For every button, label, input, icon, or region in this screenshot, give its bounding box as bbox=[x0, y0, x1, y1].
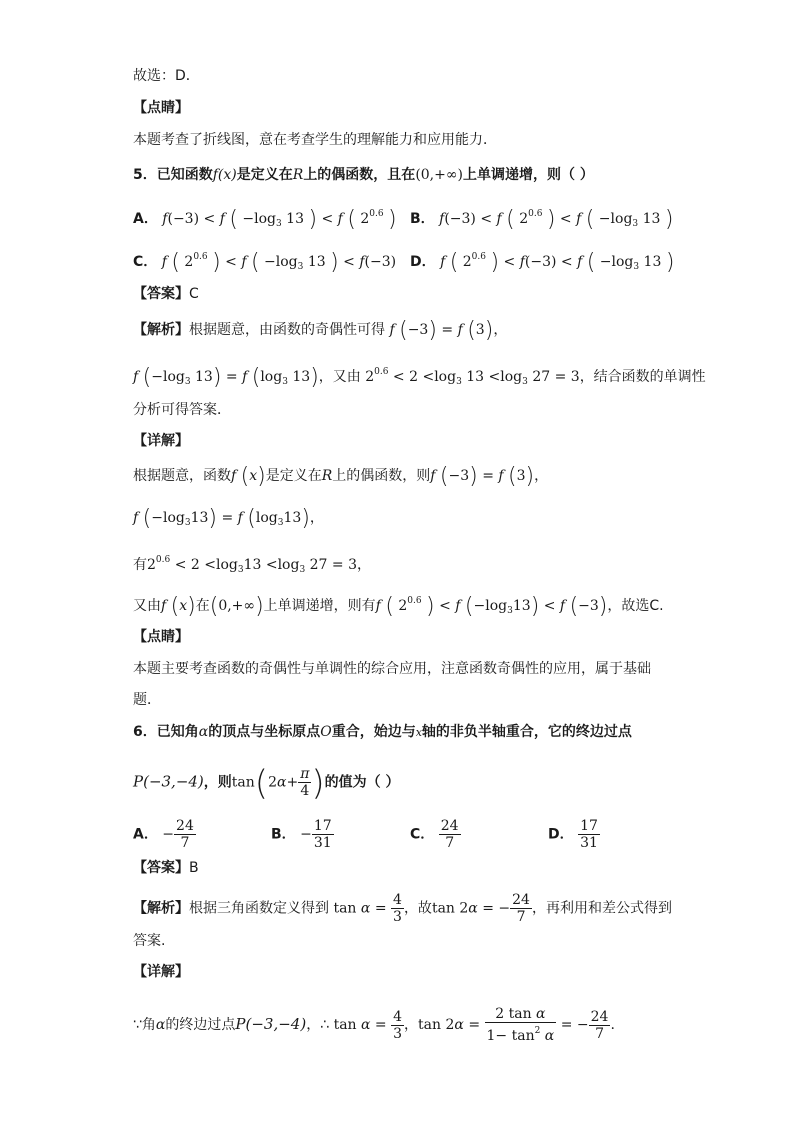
q5-jiexi-3: 分析可得答案． bbox=[133, 402, 231, 418]
choice-line: 故选：D． bbox=[133, 68, 200, 84]
dianjing-text-2a: 本题主要考查函数的奇偶性与单调性的综合应用，注意函数奇偶性的应用，属于基础 bbox=[133, 661, 651, 677]
q6-xiangjie-label: 【详解】 bbox=[133, 964, 189, 980]
q6-option-b: B． − $\frac{17}{31}$ bbox=[271, 818, 332, 851]
q5-detail-3: 有$2^{0.6} < 2 <\log_313 <\log_3$ 27 = 3， bbox=[133, 555, 371, 575]
q6-option-c: C． $\frac{24}{7}$ bbox=[410, 818, 459, 851]
q5-detail-1: 根据题意，函数f (x)是定义在R上的偶函数，则f (−3) = f (3)， bbox=[133, 464, 549, 489]
q5-option-c: C． f ( $2^{0.6}$ ) < f ( $-\log_3$ 13 ) < f(−3) bbox=[133, 250, 397, 275]
q5-option-a: A． f(−3) < f ( $-\log_3$ 13 ) < f ( $2^{0.6}$ ) bbox=[133, 207, 397, 232]
q6-option-a: A． − $\frac{24}{7}$ bbox=[133, 818, 194, 851]
q6-jiexi-2: 答案. bbox=[133, 933, 166, 949]
q5-jiexi-2: f ($-\log_3$ 13) = f ($\log_3$ 13)，又由 $2^{0.6} < 2 <\log_3$ $13 <\log_3$ 27 = 3，结合函数的单调性 bbox=[133, 365, 706, 390]
q6-option-d: D． $\frac{17}{31}$ bbox=[548, 818, 598, 851]
dianjing-label-1: 【点睛】 bbox=[133, 100, 189, 116]
q5-jiexi-1: 【解析】根据题意，由函数的奇偶性可得 f (−3) = f (3)， bbox=[133, 318, 508, 343]
q6-detail-1: ∵角α的终边过点P(−3,−4)，∴ tan α = $\frac{4}{3}$ ，tan 2α = $\frac{\text{2 tan α}}{1- \tan^2 \alpha}$ = − $\frac{24}{7}$ . bbox=[133, 1006, 615, 1044]
q5-option-d: D． f ( $2^{0.6}$ ) < f(−3) < f ( $-\log_3$ 13 ) bbox=[410, 250, 675, 275]
dianjing-text-2b: 题． bbox=[133, 692, 161, 708]
dianjing-label-2: 【点睛】 bbox=[133, 629, 189, 645]
q6-jiexi-1: 【解析】根据三角函数定义得到 tan α = $\frac{4}{3}$ ，故tan 2α = − $\frac{24}{7}$ ，再利用和差公式得到 bbox=[133, 892, 672, 925]
q5-xiangjie-label: 【详解】 bbox=[133, 433, 189, 449]
q6-answer: 【答案】B bbox=[133, 860, 199, 876]
q6-stem-1: 6．已知角α的顶点与坐标原点O重合，始边与x轴的非负半轴重合，它的终边过点 bbox=[133, 724, 632, 740]
q5-stem: 5．已知函数f(x)是定义在R上的偶函数，且在(0,+∞)上单调递增，则（ ） bbox=[133, 167, 594, 183]
q5-detail-4: 又由f (x)在(0,+∞)上单调递增，则有f ( $2^{0.6}$ ) < f $(-\log_313) < f$ (−3)，故选C. bbox=[133, 594, 664, 619]
q6-stem-2: P(−3,−4)，则tan(2α+ $\frac{\pi}{4}$ )的值为（ ） bbox=[133, 763, 400, 804]
q5-answer: 【答案】C bbox=[133, 286, 199, 302]
q5-detail-2: f $(-\log_313) = f$ $(\log_313)$， bbox=[133, 506, 324, 531]
dianjing-text-1: 本题考查了折线图，意在考查学生的理解能力和应用能力． bbox=[133, 132, 497, 148]
q5-option-b: B． f(−3) < f ( $2^{0.6}$ ) < f ( $-\log_3$ 13 ) bbox=[410, 207, 674, 232]
